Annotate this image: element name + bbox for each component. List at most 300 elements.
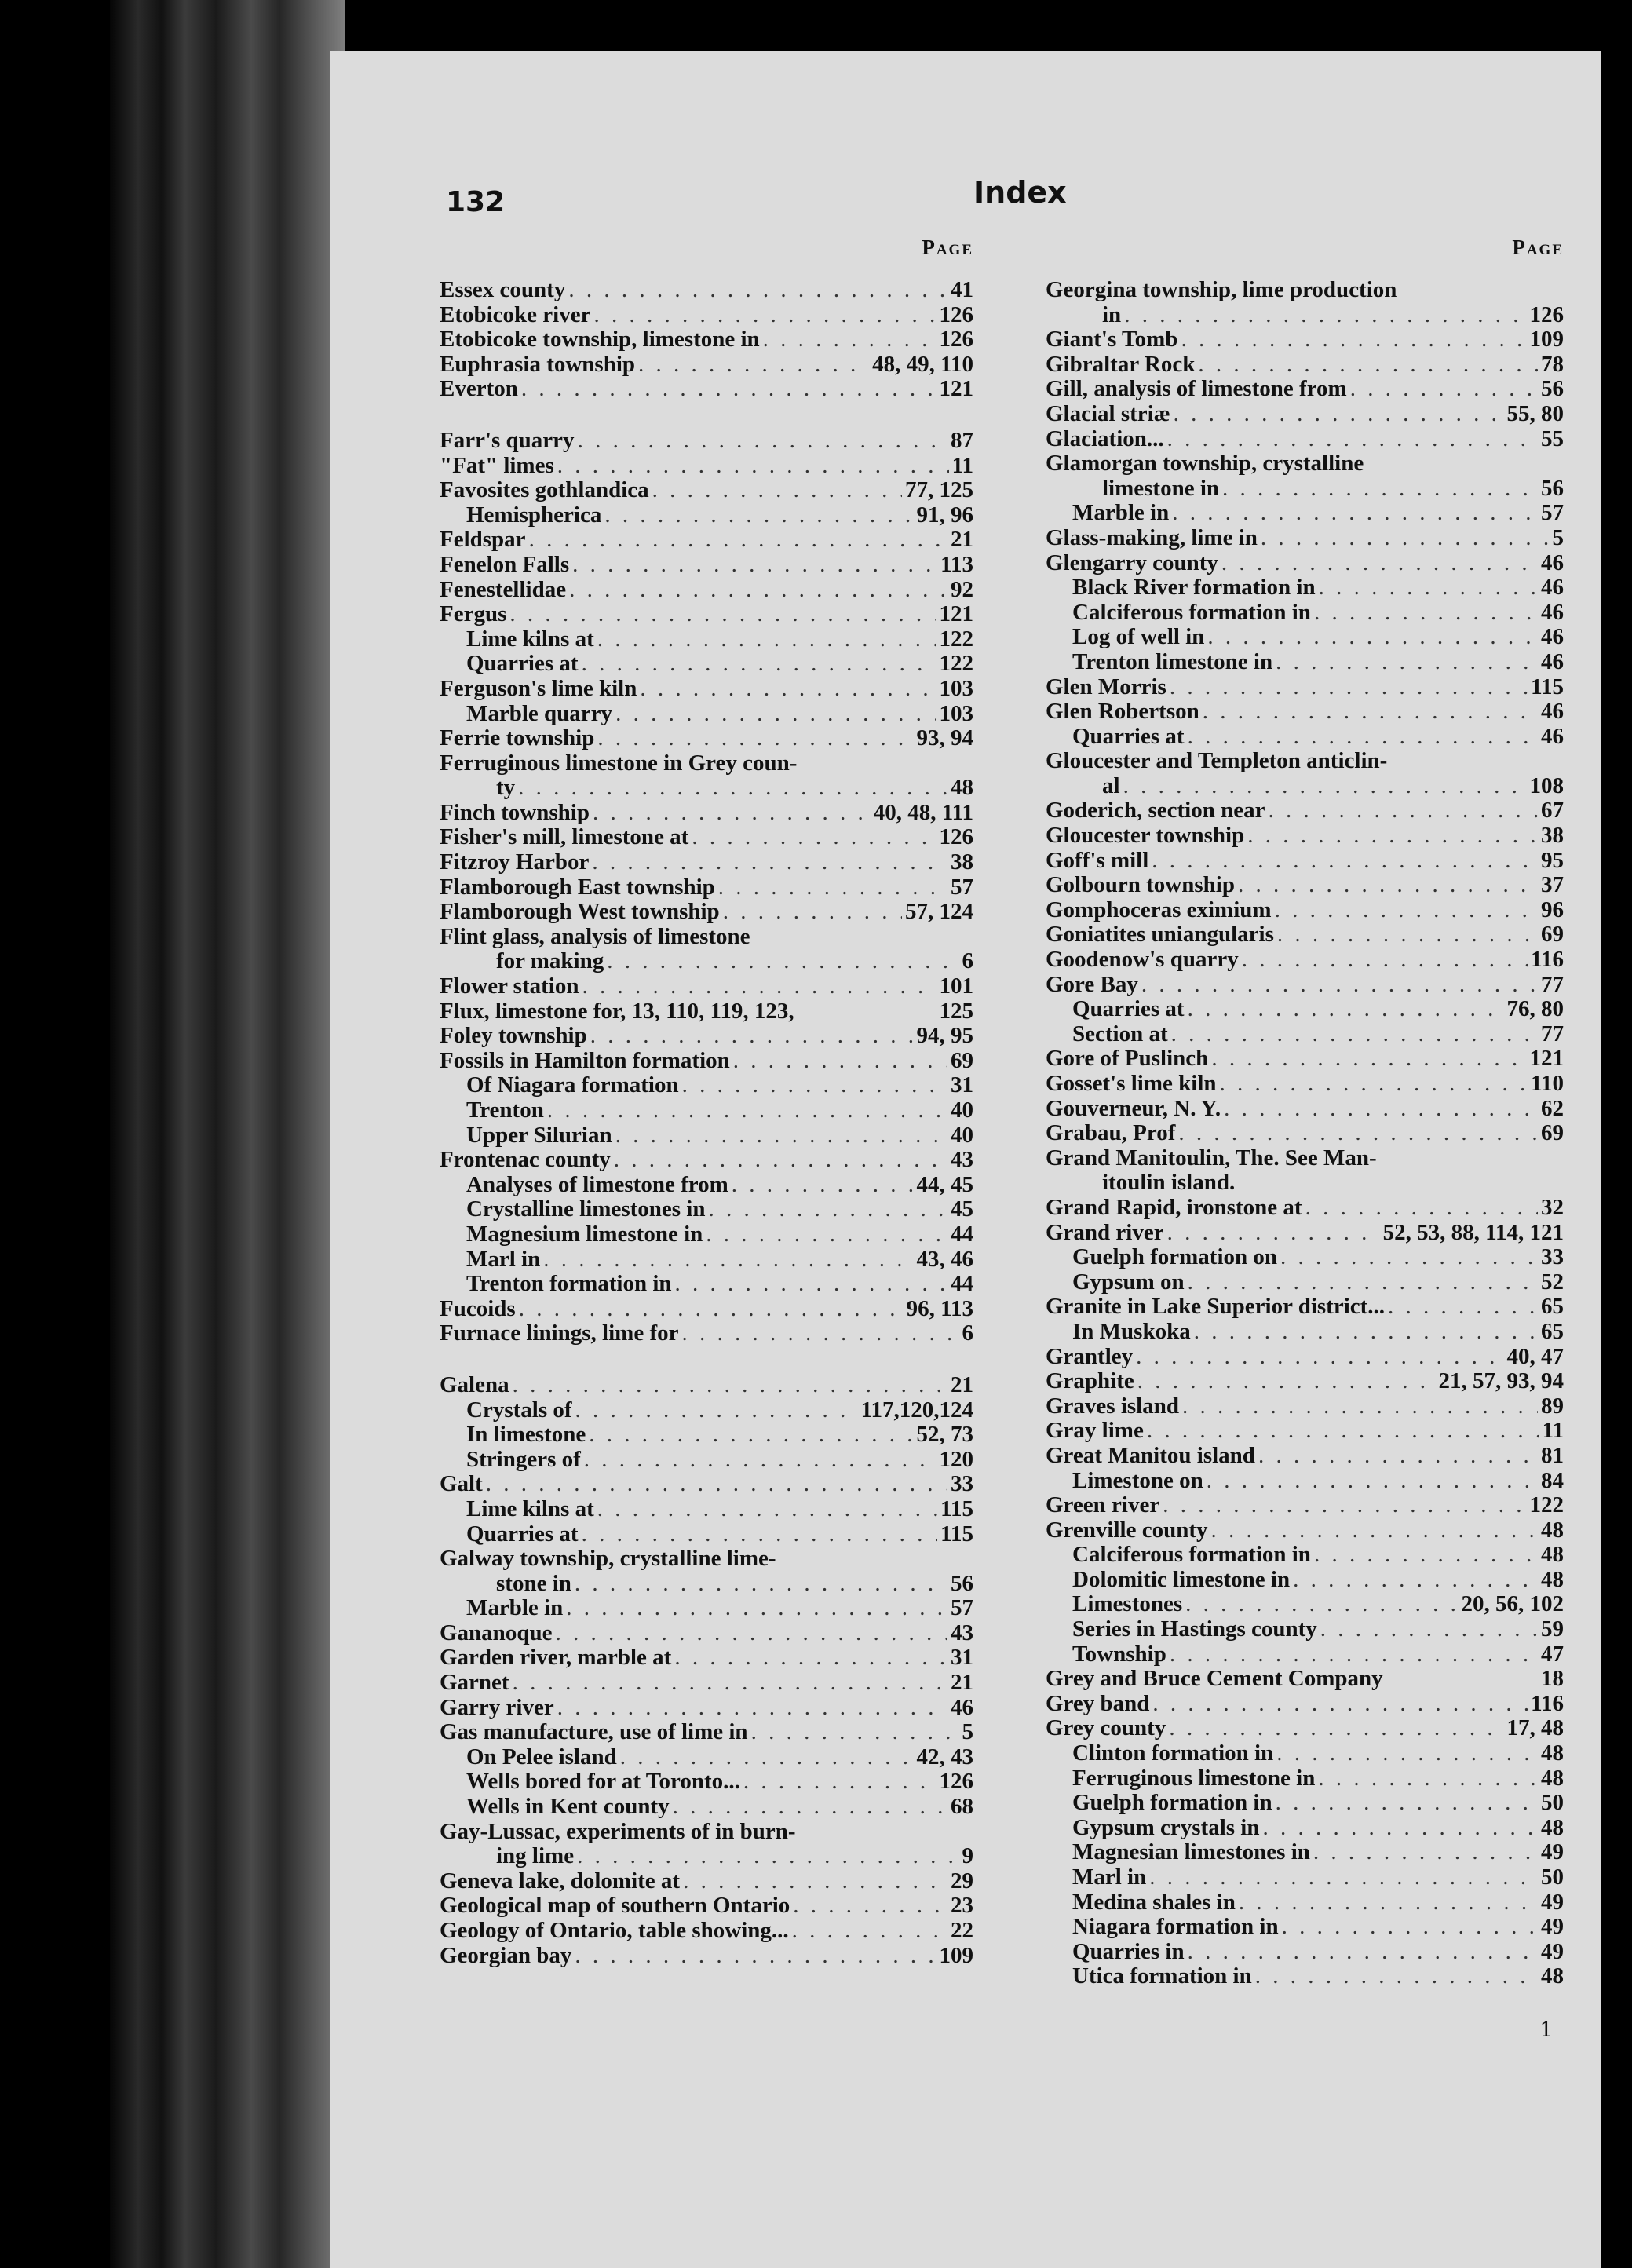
index-entry xyxy=(440,602,973,627)
page-reference: 48 xyxy=(1541,1814,1564,1840)
dot-leader xyxy=(1242,948,1528,973)
index-term: Geology of Ontario, table showing... xyxy=(440,1918,789,1943)
dot-leader xyxy=(1210,1518,1538,1543)
dot-leader xyxy=(1318,1766,1538,1791)
index-term: ty xyxy=(496,775,516,801)
page-reference: 116 xyxy=(1531,947,1564,973)
page-reference: 93, 94 xyxy=(916,725,973,751)
page-reference: 121 xyxy=(939,601,973,627)
page-reference: 55, 80 xyxy=(1506,400,1564,426)
dot-leader xyxy=(1124,303,1526,328)
page-reference: 91, 96 xyxy=(916,502,973,528)
index-term: Finch township xyxy=(440,799,590,825)
page-reference: 67 xyxy=(1541,798,1564,824)
page-reference: 21, 57, 93, 94 xyxy=(1438,1368,1564,1394)
page-reference: 50 xyxy=(1541,1864,1564,1890)
dot-leader xyxy=(597,726,913,751)
index-entry xyxy=(440,1472,973,1497)
page-reference: 33 xyxy=(1541,1244,1564,1270)
index-entry xyxy=(1046,278,1564,303)
index-entry xyxy=(440,776,973,801)
dot-leader xyxy=(733,1049,947,1074)
dot-leader xyxy=(1314,1543,1538,1568)
index-entry xyxy=(1046,1791,1564,1816)
index-term: Niagara formation in xyxy=(1072,1914,1279,1940)
index-term: Marble in xyxy=(466,1595,564,1621)
page-reference: 78 xyxy=(1541,351,1564,377)
page-reference: 92 xyxy=(951,576,973,602)
page-reference: 49 xyxy=(1541,1914,1564,1940)
page-reference: 43 xyxy=(951,1147,973,1173)
page-reference: 21 xyxy=(951,1670,973,1696)
index-term: Galena xyxy=(440,1371,509,1397)
index-entry xyxy=(440,1745,973,1770)
page-reference: 31 xyxy=(951,1645,973,1671)
dot-leader xyxy=(513,1373,947,1398)
left-index-column xyxy=(440,236,973,1968)
page-reference: 101 xyxy=(939,973,973,999)
dot-leader xyxy=(572,553,937,578)
index-entry xyxy=(1046,675,1564,700)
index-term: Gypsum on xyxy=(1072,1269,1185,1295)
page-reference: 31 xyxy=(951,1072,973,1098)
page-reference: 6 xyxy=(962,948,973,974)
index-entry xyxy=(440,1398,973,1423)
dot-leader xyxy=(652,478,902,503)
index-entry xyxy=(440,503,973,528)
dot-leader xyxy=(1194,1320,1538,1345)
index-entry xyxy=(440,925,973,950)
page-reference: 38 xyxy=(1541,823,1564,849)
index-entry xyxy=(440,1024,973,1049)
index-entry xyxy=(1046,1121,1564,1146)
index-term: Flamborough East township xyxy=(440,874,715,900)
page-reference: 46 xyxy=(1541,648,1564,674)
page-reference: 40, 47 xyxy=(1506,1343,1564,1369)
dot-leader xyxy=(486,1472,947,1497)
index-term: Green river xyxy=(1046,1492,1160,1518)
dot-leader xyxy=(683,1869,947,1894)
page-reference: 21 xyxy=(951,1371,973,1397)
dot-leader xyxy=(575,1572,947,1597)
index-term: Gomphoceras eximium xyxy=(1046,897,1272,922)
index-term: Dolomitic limestone in xyxy=(1072,1566,1291,1592)
index-entry xyxy=(440,303,973,328)
dot-leader xyxy=(1258,1444,1538,1469)
page-reference: 108 xyxy=(1529,772,1564,798)
index-term: Medina shales in xyxy=(1072,1889,1236,1915)
dot-leader xyxy=(1207,1469,1538,1494)
running-head: Index xyxy=(973,175,1067,210)
index-entry xyxy=(440,1769,973,1795)
index-entry xyxy=(1046,948,1564,973)
index-term: Georgina township, lime production xyxy=(1046,277,1397,302)
page-reference: 57 xyxy=(951,1595,973,1621)
index-term: Garnet xyxy=(440,1670,509,1696)
dot-leader xyxy=(1350,377,1538,402)
page-column-heading: Page xyxy=(922,236,973,259)
dot-leader xyxy=(569,578,947,603)
dot-leader xyxy=(519,1297,904,1322)
dot-leader xyxy=(1388,1295,1538,1320)
dot-leader xyxy=(1123,774,1527,799)
index-term: Great Manitou island xyxy=(1046,1442,1255,1468)
page-reference: 94, 95 xyxy=(916,1023,973,1049)
index-term: Magnesium limestone in xyxy=(466,1221,703,1247)
page-reference: 126 xyxy=(939,301,973,327)
index-entry xyxy=(1046,849,1564,874)
page-reference: 81 xyxy=(1541,1442,1564,1468)
index-entry xyxy=(440,1596,973,1621)
page-reference: 103 xyxy=(939,700,973,726)
page-reference: 50 xyxy=(1541,1790,1564,1816)
dot-leader xyxy=(584,1448,936,1473)
index-term: Foley township xyxy=(440,1023,587,1049)
dot-leader xyxy=(575,1944,936,1969)
index-entry xyxy=(1046,501,1564,526)
dot-leader xyxy=(597,627,936,652)
page-reference: 52 xyxy=(1541,1269,1564,1295)
page-reference: 40 xyxy=(951,1122,973,1148)
index-term: Ferrie township xyxy=(440,725,595,751)
index-term: Geneva lake, dolomite at xyxy=(440,1868,681,1894)
index-entry xyxy=(1046,1493,1564,1518)
index-term: Trenton xyxy=(466,1097,544,1123)
index-term: Log of well in xyxy=(1072,624,1205,650)
index-entry xyxy=(440,578,973,603)
index-term: Marble quarry xyxy=(466,700,613,726)
dot-leader xyxy=(589,1423,913,1448)
index-entry xyxy=(440,949,973,974)
index-term: Township xyxy=(1072,1641,1166,1667)
index-term: Utica formation in xyxy=(1072,1963,1252,1989)
index-entry xyxy=(1046,1840,1564,1865)
dot-leader xyxy=(568,278,947,303)
index-term: Flux, limestone for, 13, 110, 119, 123, xyxy=(440,998,794,1024)
index-term: al xyxy=(1102,772,1120,798)
dot-leader xyxy=(1239,1890,1538,1916)
index-term: Flower station xyxy=(440,973,579,999)
dot-leader xyxy=(1319,575,1538,601)
index-term: Ferruginous limestone in xyxy=(1072,1765,1316,1791)
dot-leader xyxy=(1276,1791,1538,1816)
dot-leader xyxy=(1282,1915,1538,1940)
dot-leader xyxy=(1261,526,1550,551)
page-reference: 77 xyxy=(1541,1021,1564,1046)
index-entry xyxy=(440,1247,973,1273)
book-binding-edge xyxy=(110,0,345,2268)
index-term: Grantley xyxy=(1046,1343,1134,1369)
dot-leader xyxy=(674,1645,947,1671)
page-reference: 48 xyxy=(1541,1542,1564,1568)
page-reference: 41 xyxy=(951,277,973,302)
page-reference: 21 xyxy=(951,527,973,553)
index-entry xyxy=(440,751,973,776)
index-entry xyxy=(440,429,973,454)
index-term: Everton xyxy=(440,376,518,402)
page-reference: 45 xyxy=(951,1196,973,1222)
index-entry xyxy=(1046,303,1564,328)
page-reference: 126 xyxy=(939,327,973,352)
index-page xyxy=(330,51,1601,2268)
index-term: Essex county xyxy=(440,277,566,302)
index-term: Of Niagara formation xyxy=(466,1072,679,1098)
index-entry xyxy=(1046,451,1564,477)
dot-leader xyxy=(1181,327,1526,352)
index-term: Goderich, section near xyxy=(1046,798,1265,824)
page-number: 132 xyxy=(446,186,506,218)
index-term: Clinton formation in xyxy=(1072,1740,1274,1766)
index-entry xyxy=(440,1919,973,1944)
dot-leader xyxy=(1198,352,1538,378)
page-reference: 57 xyxy=(951,874,973,900)
dot-leader xyxy=(1163,1493,1526,1518)
dot-leader xyxy=(1262,1816,1538,1841)
index-term: Geological map of southern Ontario xyxy=(440,1893,790,1919)
index-entry xyxy=(440,627,973,652)
dot-leader xyxy=(1152,1692,1528,1717)
index-term: Graphite xyxy=(1046,1368,1134,1394)
dot-leader xyxy=(1171,1022,1538,1047)
index-term: Wells bored for at Toronto... xyxy=(466,1769,740,1795)
index-entry xyxy=(1046,1295,1564,1320)
index-entry xyxy=(1046,1865,1564,1890)
dot-leader xyxy=(675,1272,947,1297)
index-entry xyxy=(1046,1171,1564,1196)
dot-leader xyxy=(792,1919,947,1944)
index-entry xyxy=(1046,1617,1564,1642)
index-entry xyxy=(440,1173,973,1198)
dot-leader xyxy=(1188,1270,1538,1295)
page-column-heading: Page xyxy=(1512,236,1564,259)
index-term: Quarries in xyxy=(1072,1938,1185,1964)
dot-leader xyxy=(1211,1046,1526,1072)
page-reference: 89 xyxy=(1541,1393,1564,1419)
page-reference: 5 xyxy=(1552,524,1564,550)
dot-leader xyxy=(706,1222,947,1247)
index-term: Goff's mill xyxy=(1046,847,1149,873)
dot-leader xyxy=(1188,1940,1538,1965)
page-reference: 76, 80 xyxy=(1506,996,1564,1022)
page-reference: 46 xyxy=(1541,624,1564,650)
dot-leader xyxy=(681,1321,958,1346)
page-reference: 103 xyxy=(939,675,973,701)
page-reference: 11 xyxy=(951,452,973,478)
page-reference: 65 xyxy=(1541,1294,1564,1320)
page-reference: 5 xyxy=(962,1719,973,1745)
dot-leader xyxy=(1280,1245,1538,1270)
index-entry xyxy=(1046,1741,1564,1766)
index-entry xyxy=(1046,1766,1564,1791)
dot-leader xyxy=(607,949,958,974)
page-reference: 44, 45 xyxy=(916,1171,973,1197)
index-term: Quarries at xyxy=(466,1521,579,1547)
index-term: Etobicoke river xyxy=(440,301,591,327)
index-term: Guelph formation on xyxy=(1072,1244,1278,1270)
dot-leader xyxy=(578,429,947,454)
page-reference: 62 xyxy=(1541,1095,1564,1121)
index-entry xyxy=(1046,1221,1564,1246)
dot-leader xyxy=(593,801,871,826)
page-reference: 96 xyxy=(1541,897,1564,922)
index-term: stone in xyxy=(496,1570,571,1596)
dot-leader xyxy=(597,1497,937,1522)
dot-leader xyxy=(582,652,936,677)
index-term: Etobicoke township, limestone in xyxy=(440,327,760,352)
dot-leader xyxy=(732,1173,914,1198)
index-term: Flamborough West township xyxy=(440,899,720,925)
index-term: Gloucester township xyxy=(1046,823,1245,849)
index-term: Lime kilns at xyxy=(466,1496,594,1521)
index-term: Crystalline limestones in xyxy=(466,1196,706,1222)
index-term: Marl in xyxy=(466,1246,541,1272)
index-entry xyxy=(440,1423,973,1448)
index-entry xyxy=(440,1720,973,1745)
dot-leader xyxy=(1222,477,1538,502)
page-reference: 40, 48, 111 xyxy=(873,799,973,825)
dot-leader xyxy=(577,1844,958,1869)
dot-leader xyxy=(1238,873,1538,898)
index-entry xyxy=(440,1049,973,1074)
dot-leader xyxy=(547,1098,947,1123)
index-term: Granite in Lake Superior district... xyxy=(1046,1294,1386,1320)
dot-leader xyxy=(575,1398,858,1423)
dot-leader xyxy=(1247,824,1538,849)
page-reference: 56 xyxy=(1541,376,1564,402)
index-term: Gore Bay xyxy=(1046,971,1138,997)
page-reference: 46 xyxy=(1541,550,1564,575)
index-entry xyxy=(1046,427,1564,452)
index-term: Section at xyxy=(1072,1021,1168,1046)
page-reference: 87 xyxy=(951,427,973,453)
index-entry xyxy=(1046,551,1564,576)
page-reference: 48, 49, 110 xyxy=(872,351,973,377)
dot-leader xyxy=(1178,1121,1538,1146)
dot-leader xyxy=(604,503,913,528)
index-entry xyxy=(440,352,973,378)
dot-leader xyxy=(1172,501,1538,526)
dot-leader xyxy=(513,1671,947,1696)
index-entry xyxy=(1046,973,1564,998)
index-entry xyxy=(1046,774,1564,799)
dot-leader xyxy=(1185,1592,1458,1617)
index-entry xyxy=(1046,1072,1564,1097)
index-term: Grenville county xyxy=(1046,1517,1208,1543)
dot-leader xyxy=(1167,427,1538,452)
index-term: Trenton formation in xyxy=(466,1271,672,1297)
index-entry xyxy=(440,1894,973,1919)
index-entry xyxy=(440,1222,973,1247)
index-term: Marble in xyxy=(1072,500,1170,526)
page-reference: 95 xyxy=(1541,847,1564,873)
index-term: Grand Manitoulin, The. See Man- xyxy=(1046,1145,1377,1171)
index-term: Series in Hastings county xyxy=(1072,1616,1317,1642)
dot-leader xyxy=(1149,1865,1538,1890)
index-entry xyxy=(1046,402,1564,427)
index-term: Calciferous formation in xyxy=(1072,599,1311,625)
dot-leader xyxy=(1320,1617,1538,1642)
page-reference: 48 xyxy=(1541,1566,1564,1592)
index-entry xyxy=(440,850,973,875)
index-term: Glen Robertson xyxy=(1046,699,1199,725)
dot-leader xyxy=(1182,1394,1538,1419)
page-reference: 113 xyxy=(940,551,973,577)
dot-leader xyxy=(615,1123,947,1149)
index-entry xyxy=(1046,1444,1564,1469)
index-entry xyxy=(440,825,973,850)
index-entry xyxy=(1046,1518,1564,1543)
page-reference: 49 xyxy=(1541,1938,1564,1964)
dot-leader xyxy=(1152,849,1538,874)
dot-leader xyxy=(1169,1716,1503,1741)
dot-leader xyxy=(566,1596,947,1621)
dot-leader xyxy=(557,454,949,479)
dot-leader xyxy=(592,850,947,875)
dot-leader xyxy=(1136,1345,1503,1370)
index-entry xyxy=(440,677,973,702)
index-entry xyxy=(440,278,973,303)
index-entry xyxy=(440,1448,973,1473)
index-entry xyxy=(440,1696,973,1721)
dot-leader xyxy=(1170,1642,1538,1667)
page-reference: 22 xyxy=(951,1918,973,1943)
page-reference: 32 xyxy=(1541,1194,1564,1220)
corner-mark: 1 xyxy=(1539,2018,1553,2042)
index-term: Farr's quarry xyxy=(440,427,575,453)
index-entry xyxy=(440,1572,973,1597)
index-entry xyxy=(440,702,973,727)
dot-leader xyxy=(1268,798,1538,824)
page-reference: 84 xyxy=(1541,1467,1564,1493)
index-entry xyxy=(1046,699,1564,725)
page-reference: 126 xyxy=(1529,301,1564,327)
index-entry xyxy=(1046,1146,1564,1171)
index-term: Grabau, Prof xyxy=(1046,1120,1176,1146)
index-term: Trenton limestone in xyxy=(1072,648,1273,674)
index-term: Gosset's lime kiln xyxy=(1046,1071,1217,1096)
page-reference: 121 xyxy=(1529,1046,1564,1072)
dot-leader xyxy=(1188,725,1538,750)
page-reference: 44 xyxy=(951,1221,973,1247)
index-term: Gas manufacture, use of lime in xyxy=(440,1719,748,1745)
page-reference: 48 xyxy=(1541,1517,1564,1543)
page-reference: 120 xyxy=(939,1446,973,1472)
page-reference: 69 xyxy=(951,1047,973,1073)
page-reference: 43 xyxy=(951,1620,973,1645)
index-entry xyxy=(1046,1543,1564,1568)
index-term: Glamorgan township, crystalline xyxy=(1046,451,1364,477)
page-reference: 38 xyxy=(951,849,973,875)
index-term: Hemispherica xyxy=(466,502,602,528)
index-entry xyxy=(1046,898,1564,923)
dot-leader xyxy=(1174,402,1504,427)
index-entry xyxy=(440,1272,973,1297)
index-entry xyxy=(440,553,973,578)
dot-leader xyxy=(620,1745,914,1770)
dot-leader xyxy=(1141,973,1538,998)
index-entry xyxy=(1046,1592,1564,1617)
page-reference: 23 xyxy=(951,1893,973,1919)
dot-leader xyxy=(638,352,869,378)
index-entry xyxy=(1046,650,1564,675)
page-reference: 69 xyxy=(1541,922,1564,948)
page-reference: 37 xyxy=(1541,872,1564,898)
page-reference: 33 xyxy=(951,1471,973,1497)
dot-leader xyxy=(640,677,936,702)
index-entry xyxy=(440,1547,973,1572)
dot-leader xyxy=(1167,1221,1380,1246)
index-entry xyxy=(440,1621,973,1646)
